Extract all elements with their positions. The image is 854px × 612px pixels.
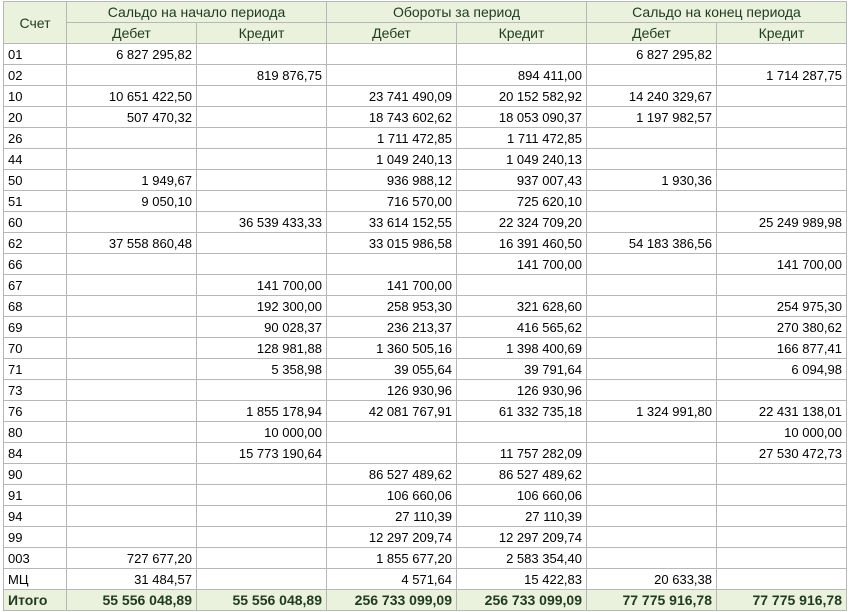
turnover-debit-cell: 39 055,64	[327, 359, 457, 380]
account-code-cell: 99	[4, 527, 67, 548]
opening-credit-cell: 5 358,98	[197, 359, 327, 380]
total-opening-debit: 55 556 048,89	[67, 590, 197, 611]
opening-debit-cell	[67, 359, 197, 380]
turnover-debit-cell	[327, 254, 457, 275]
closing-debit-cell: 14 240 329,67	[587, 86, 717, 107]
table-row	[4, 296, 847, 317]
opening-debit-cell	[67, 485, 197, 506]
opening-debit-cell	[67, 65, 197, 86]
table-row	[4, 170, 847, 191]
account-code-cell: 62	[4, 233, 67, 254]
opening-credit-cell	[197, 86, 327, 107]
opening-credit-cell: 1 855 178,94	[197, 401, 327, 422]
turnover-credit-cell: 20 152 582,92	[457, 86, 587, 107]
opening-credit-cell	[197, 506, 327, 527]
table-row	[4, 485, 847, 506]
opening-debit-cell	[67, 212, 197, 233]
turnover-debit-cell: 33 614 152,55	[327, 212, 457, 233]
opening-credit-cell	[197, 191, 327, 212]
turnover-debit-cell: 1 360 505,16	[327, 338, 457, 359]
closing-debit-cell: 1 930,36	[587, 170, 717, 191]
account-code-cell: 50	[4, 170, 67, 191]
turnover-credit-cell: 1 049 240,13	[457, 149, 587, 170]
closing-credit-cell	[717, 464, 847, 485]
turnover-debit-cell: 86 527 489,62	[327, 464, 457, 485]
turnover-debit-cell	[327, 443, 457, 464]
opening-credit-cell	[197, 527, 327, 548]
total-opening-credit: 55 556 048,89	[197, 590, 327, 611]
opening-credit-cell	[197, 254, 327, 275]
closing-debit-cell	[587, 359, 717, 380]
opening-credit-cell: 36 539 433,33	[197, 212, 327, 233]
turnover-debit-header: Дебет	[327, 23, 457, 44]
opening-debit-cell: 10 651 422,50	[67, 86, 197, 107]
opening-credit-cell	[197, 485, 327, 506]
turnover-credit-cell: 12 297 209,74	[457, 527, 587, 548]
closing-debit-cell	[587, 317, 717, 338]
opening-debit-cell: 727 677,20	[67, 548, 197, 569]
closing-credit-cell	[717, 191, 847, 212]
table-row	[4, 128, 847, 149]
total-label: Итого	[4, 590, 67, 611]
total-row	[4, 590, 847, 611]
closing-credit-cell	[717, 149, 847, 170]
closing-credit-cell	[717, 170, 847, 191]
total-turnover-debit: 256 733 099,09	[327, 590, 457, 611]
table-row	[4, 149, 847, 170]
opening-debit-cell: 1 949,67	[67, 170, 197, 191]
closing-debit-cell	[587, 128, 717, 149]
opening-credit-cell	[197, 107, 327, 128]
turnover-debit-cell: 33 015 986,58	[327, 233, 457, 254]
turnover-credit-cell: 321 628,60	[457, 296, 587, 317]
table-row	[4, 527, 847, 548]
table-row	[4, 359, 847, 380]
table-row	[4, 86, 847, 107]
table-row	[4, 548, 847, 569]
account-code-cell: 26	[4, 128, 67, 149]
account-code-cell: 91	[4, 485, 67, 506]
turnover-credit-cell	[457, 422, 587, 443]
table-row	[4, 254, 847, 275]
turnover-debit-cell: 23 741 490,09	[327, 86, 457, 107]
turnover-debit-cell	[327, 65, 457, 86]
closing-credit-cell: 25 249 989,98	[717, 212, 847, 233]
opening-debit-cell	[67, 128, 197, 149]
turnover-debit-cell: 936 988,12	[327, 170, 457, 191]
account-code-cell: 71	[4, 359, 67, 380]
closing-credit-cell: 270 380,62	[717, 317, 847, 338]
opening-balance-header: Сальдо на начало периода	[67, 2, 327, 23]
opening-debit-cell	[67, 422, 197, 443]
closing-debit-header: Дебет	[587, 23, 717, 44]
turnover-debit-cell: 12 297 209,74	[327, 527, 457, 548]
account-code-cell: 67	[4, 275, 67, 296]
period-turnover-header: Обороты за период	[327, 2, 587, 23]
opening-debit-cell: 9 050,10	[67, 191, 197, 212]
closing-debit-cell	[587, 506, 717, 527]
closing-credit-cell	[717, 128, 847, 149]
opening-credit-cell	[197, 128, 327, 149]
opening-credit-cell: 819 876,75	[197, 65, 327, 86]
opening-debit-cell	[67, 443, 197, 464]
account-code-cell: 01	[4, 44, 67, 65]
opening-credit-cell: 192 300,00	[197, 296, 327, 317]
closing-debit-cell: 6 827 295,82	[587, 44, 717, 65]
closing-debit-cell	[587, 380, 717, 401]
closing-credit-cell: 22 431 138,01	[717, 401, 847, 422]
turnover-debit-cell: 42 081 767,91	[327, 401, 457, 422]
table-row	[4, 44, 847, 65]
closing-debit-cell	[587, 338, 717, 359]
opening-credit-cell: 15 773 190,64	[197, 443, 327, 464]
opening-credit-header: Кредит	[197, 23, 327, 44]
turnover-credit-cell: 86 527 489,62	[457, 464, 587, 485]
opening-debit-cell	[67, 317, 197, 338]
opening-credit-cell: 141 700,00	[197, 275, 327, 296]
opening-debit-cell	[67, 254, 197, 275]
turnover-debit-cell: 4 571,64	[327, 569, 457, 590]
closing-debit-cell	[587, 527, 717, 548]
table-row	[4, 401, 847, 422]
account-code-cell: МЦ	[4, 569, 67, 590]
turnover-debit-cell: 1 711 472,85	[327, 128, 457, 149]
closing-debit-cell	[587, 422, 717, 443]
account-code-cell: 003	[4, 548, 67, 569]
account-code-cell: 68	[4, 296, 67, 317]
closing-credit-cell: 27 530 472,73	[717, 443, 847, 464]
turnover-credit-cell: 18 053 090,37	[457, 107, 587, 128]
opening-credit-cell	[197, 464, 327, 485]
opening-debit-header: Дебет	[67, 23, 197, 44]
closing-credit-cell	[717, 107, 847, 128]
closing-debit-cell	[587, 464, 717, 485]
turnover-credit-cell: 106 660,06	[457, 485, 587, 506]
closing-debit-cell: 1 324 991,80	[587, 401, 717, 422]
closing-credit-cell: 10 000,00	[717, 422, 847, 443]
turnover-credit-cell: 126 930,96	[457, 380, 587, 401]
turnover-debit-cell: 716 570,00	[327, 191, 457, 212]
opening-debit-cell	[67, 527, 197, 548]
account-code-cell: 90	[4, 464, 67, 485]
turnover-debit-cell: 236 213,37	[327, 317, 457, 338]
closing-debit-cell: 1 197 982,57	[587, 107, 717, 128]
opening-credit-cell	[197, 233, 327, 254]
turnover-debit-cell: 106 660,06	[327, 485, 457, 506]
closing-debit-cell: 20 633,38	[587, 569, 717, 590]
turnover-credit-cell: 725 620,10	[457, 191, 587, 212]
opening-credit-cell	[197, 44, 327, 65]
turnover-credit-cell	[457, 275, 587, 296]
opening-debit-cell	[67, 338, 197, 359]
total-closing-debit: 77 775 916,78	[587, 590, 717, 611]
opening-debit-cell	[67, 401, 197, 422]
turnover-credit-cell: 937 007,43	[457, 170, 587, 191]
opening-debit-cell: 37 558 860,48	[67, 233, 197, 254]
closing-debit-cell	[587, 275, 717, 296]
closing-debit-cell	[587, 65, 717, 86]
account-code-cell: 66	[4, 254, 67, 275]
closing-credit-cell	[717, 44, 847, 65]
table-body	[4, 44, 847, 590]
account-code-cell: 10	[4, 86, 67, 107]
closing-credit-cell	[717, 233, 847, 254]
turnover-credit-cell: 416 565,62	[457, 317, 587, 338]
account-code-cell: 69	[4, 317, 67, 338]
turnover-credit-cell: 16 391 460,50	[457, 233, 587, 254]
account-code-cell: 20	[4, 107, 67, 128]
account-code-cell: 60	[4, 212, 67, 233]
closing-debit-cell	[587, 254, 717, 275]
closing-credit-cell: 6 094,98	[717, 359, 847, 380]
table-row	[4, 191, 847, 212]
opening-debit-cell	[67, 506, 197, 527]
table-row	[4, 338, 847, 359]
table-row	[4, 233, 847, 254]
closing-credit-cell	[717, 86, 847, 107]
turnover-credit-header: Кредит	[457, 23, 587, 44]
account-code-cell: 70	[4, 338, 67, 359]
closing-debit-cell	[587, 296, 717, 317]
closing-debit-cell	[587, 212, 717, 233]
closing-debit-cell	[587, 149, 717, 170]
turnover-credit-cell: 15 422,83	[457, 569, 587, 590]
account-code-cell: 80	[4, 422, 67, 443]
opening-credit-cell: 10 000,00	[197, 422, 327, 443]
turnover-credit-cell: 894 411,00	[457, 65, 587, 86]
closing-credit-cell: 141 700,00	[717, 254, 847, 275]
opening-debit-cell: 6 827 295,82	[67, 44, 197, 65]
closing-credit-cell	[717, 569, 847, 590]
opening-credit-cell	[197, 380, 327, 401]
closing-credit-cell	[717, 527, 847, 548]
opening-debit-cell	[67, 275, 197, 296]
closing-credit-cell	[717, 506, 847, 527]
table-row	[4, 443, 847, 464]
table-row	[4, 275, 847, 296]
turnover-balance-table	[3, 1, 847, 611]
closing-credit-cell: 166 877,41	[717, 338, 847, 359]
turnover-credit-cell: 27 110,39	[457, 506, 587, 527]
closing-debit-cell	[587, 191, 717, 212]
closing-credit-cell	[717, 485, 847, 506]
opening-credit-cell: 128 981,88	[197, 338, 327, 359]
turnover-credit-cell: 11 757 282,09	[457, 443, 587, 464]
closing-balance-header: Сальдо на конец периода	[587, 2, 847, 23]
opening-credit-cell: 90 028,37	[197, 317, 327, 338]
account-code-cell: 84	[4, 443, 67, 464]
account-code-cell: 44	[4, 149, 67, 170]
turnover-credit-cell: 61 332 735,18	[457, 401, 587, 422]
account-column-header: Счет	[4, 2, 67, 44]
closing-credit-cell	[717, 548, 847, 569]
opening-credit-cell	[197, 548, 327, 569]
total-closing-credit: 77 775 916,78	[717, 590, 847, 611]
opening-debit-cell: 507 470,32	[67, 107, 197, 128]
turnover-credit-cell: 1 398 400,69	[457, 338, 587, 359]
table-row	[4, 65, 847, 86]
table-row	[4, 464, 847, 485]
total-turnover-credit: 256 733 099,09	[457, 590, 587, 611]
closing-credit-cell: 254 975,30	[717, 296, 847, 317]
opening-debit-cell: 31 484,57	[67, 569, 197, 590]
closing-credit-cell	[717, 275, 847, 296]
turnover-debit-cell: 258 953,30	[327, 296, 457, 317]
account-code-cell: 94	[4, 506, 67, 527]
closing-debit-cell	[587, 485, 717, 506]
turnover-debit-cell	[327, 422, 457, 443]
opening-debit-cell	[67, 464, 197, 485]
table-row	[4, 422, 847, 443]
turnover-debit-cell: 27 110,39	[327, 506, 457, 527]
opening-debit-cell	[67, 296, 197, 317]
turnover-credit-cell: 1 711 472,85	[457, 128, 587, 149]
table-row	[4, 212, 847, 233]
table-row	[4, 506, 847, 527]
opening-debit-cell	[67, 380, 197, 401]
account-code-cell: 76	[4, 401, 67, 422]
closing-debit-cell	[587, 548, 717, 569]
closing-debit-cell: 54 183 386,56	[587, 233, 717, 254]
table-row	[4, 107, 847, 128]
turnover-debit-cell: 18 743 602,62	[327, 107, 457, 128]
turnover-debit-cell: 1 855 677,20	[327, 548, 457, 569]
turnover-credit-cell: 39 791,64	[457, 359, 587, 380]
turnover-credit-cell: 22 324 709,20	[457, 212, 587, 233]
account-code-cell: 51	[4, 191, 67, 212]
turnover-credit-cell: 2 583 354,40	[457, 548, 587, 569]
turnover-debit-cell: 1 049 240,13	[327, 149, 457, 170]
turnover-credit-cell	[457, 44, 587, 65]
turnover-debit-cell: 126 930,96	[327, 380, 457, 401]
turnover-debit-cell	[327, 44, 457, 65]
account-code-cell: 02	[4, 65, 67, 86]
table-row	[4, 380, 847, 401]
closing-credit-header: Кредит	[717, 23, 847, 44]
turnover-credit-cell: 141 700,00	[457, 254, 587, 275]
closing-debit-cell	[587, 443, 717, 464]
closing-credit-cell: 1 714 287,75	[717, 65, 847, 86]
turnover-debit-cell: 141 700,00	[327, 275, 457, 296]
opening-credit-cell	[197, 170, 327, 191]
closing-credit-cell	[717, 380, 847, 401]
opening-credit-cell	[197, 569, 327, 590]
account-code-cell: 73	[4, 380, 67, 401]
opening-credit-cell	[197, 149, 327, 170]
table-row	[4, 569, 847, 590]
table-row	[4, 317, 847, 338]
opening-debit-cell	[67, 149, 197, 170]
